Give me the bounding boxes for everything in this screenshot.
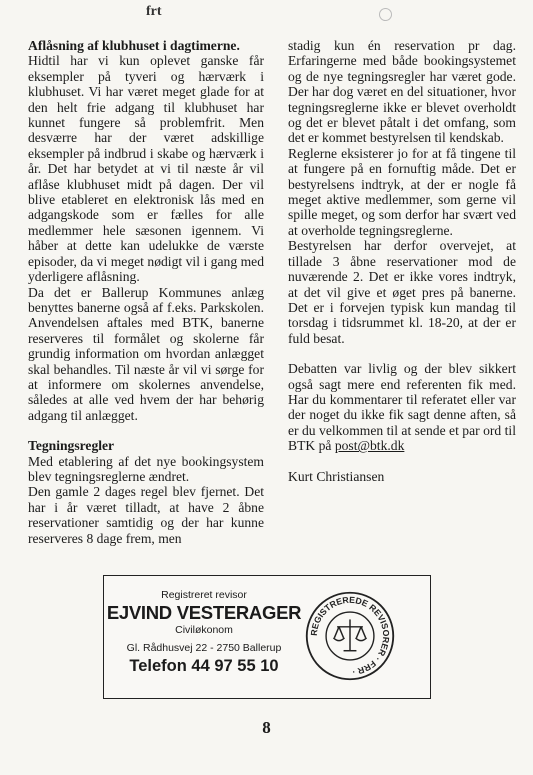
paragraph-booking-system: Med etablering af det nye bookingsystem blev tegningsreglerne ændret.	[28, 453, 264, 484]
ad-company-name: EJVIND VESTERAGER	[106, 602, 302, 623]
paragraph-two-day-rule: Den gamle 2 dages regel blev fjernet. Det har i år været tilladt, at have 2 åbne reservationer samtidig og der har kunne reserveres 8 dage frem, men	[28, 484, 264, 546]
section-heading-booking-rules: Tegningsregler	[28, 438, 115, 454]
debate-text: Debatten var livlig og der blev sikkert også sagt mere end referenten fik med. Har du kommentarer til referatet eller var der noget du ikke fik sagt denne aften, så er du velkommen til at sende et par ord til BTK på	[288, 361, 516, 454]
page-number: 8	[262, 718, 271, 737]
left-column	[28, 38, 264, 546]
paragraph-locking: Hidtil har vi kun oplevet ganske får eksempler på tyveri og hærværk i klubhuset. Vi har været meget glade for at den helt frie adgang til klubhuset har kunnet fungere så problemfrit. Men desværre har der været adskillige eksempler på indbrud i skabe og hærværk i år. Det har betydet at vi til næste år vil aflåse klubhuset midt på dagen. Der vil blive etableret en elektronisk lås med en adgangskode som er fælles for alle medlemmer hele sæsonen igennem. Vi håber at dette kan udelukke de værste episoder, da vi meget nødigt vil i gang med yderligere aflåsning.	[28, 53, 264, 285]
advertisement-text	[104, 576, 304, 698]
ad-address: Gl. Rådhusvej 22 - 2750 Ballerup	[126, 642, 282, 654]
paragraph-school-usage: Da det er Ballerup Kommunes anlæg benyttes banerne også af f.eks. Parkskolen. Anvendelsen aftales med BTK, banerne reserveres til formålet og skolerne får grundig information om hvordan anlægget skal behandles. Til næste år vil vi sørge for at informere om skolernes anvendelse, således at alle ved hvem der har behørig adgang til anlægget.	[28, 284, 264, 423]
paragraph-three-reservations: Bestyrelsen har derfor overvejet, at tillade 3 åbne reservationer mod de nuværende 2. Det er ikke vores indtryk, at det vil give et øget pres på banerne. Det er i forvejen typisk kun mandag til torsdag i tidsrummet kl. 18-20, at der er fuld besat.	[288, 238, 516, 346]
advertisement-box	[103, 575, 431, 699]
paragraph-experiences: stadig kun én reservation pr dag. Erfaringerne med både bookingsystemet og de nye tegningsregler har været gode. Der har dog været en del situationer, hvor tegningsreglerne ikke er blevet overholdt og det er blevet påtalt i det omfang, som det er kommet bestyrelsen til kendskab.	[288, 38, 516, 146]
signature: Kurt Christiansen	[288, 468, 385, 484]
email-link[interactable]: post@btk.dk	[334, 438, 405, 454]
paragraph-rules-purpose: Reglerne eksisterer jo for at få tingene til at fungere på en fornuftig måde. Det er bestyrelsens indtryk, at der er nogle få meget aktive medlemmer, som gerne vil spille meget, og som derfor har svært ved at overholde tegningsreglerne.	[288, 145, 516, 238]
header-mark: frt	[146, 4, 162, 19]
header-circle-icon	[379, 8, 392, 21]
ad-registered-label: Registreret revisor	[161, 589, 247, 601]
section-heading-locking: Aflåsning af klubhuset i dagtimerne.	[28, 38, 240, 53]
paragraph-debate	[288, 361, 516, 453]
ad-title: Civiløkonom	[175, 624, 233, 636]
ad-phone: Telefon 44 97 55 10	[129, 657, 279, 675]
right-column	[288, 38, 516, 484]
seal-text: REGISTREREDE REVISORER · FRR ·	[308, 594, 392, 678]
scales-icon	[333, 619, 366, 650]
revisor-seal-icon	[304, 590, 396, 682]
